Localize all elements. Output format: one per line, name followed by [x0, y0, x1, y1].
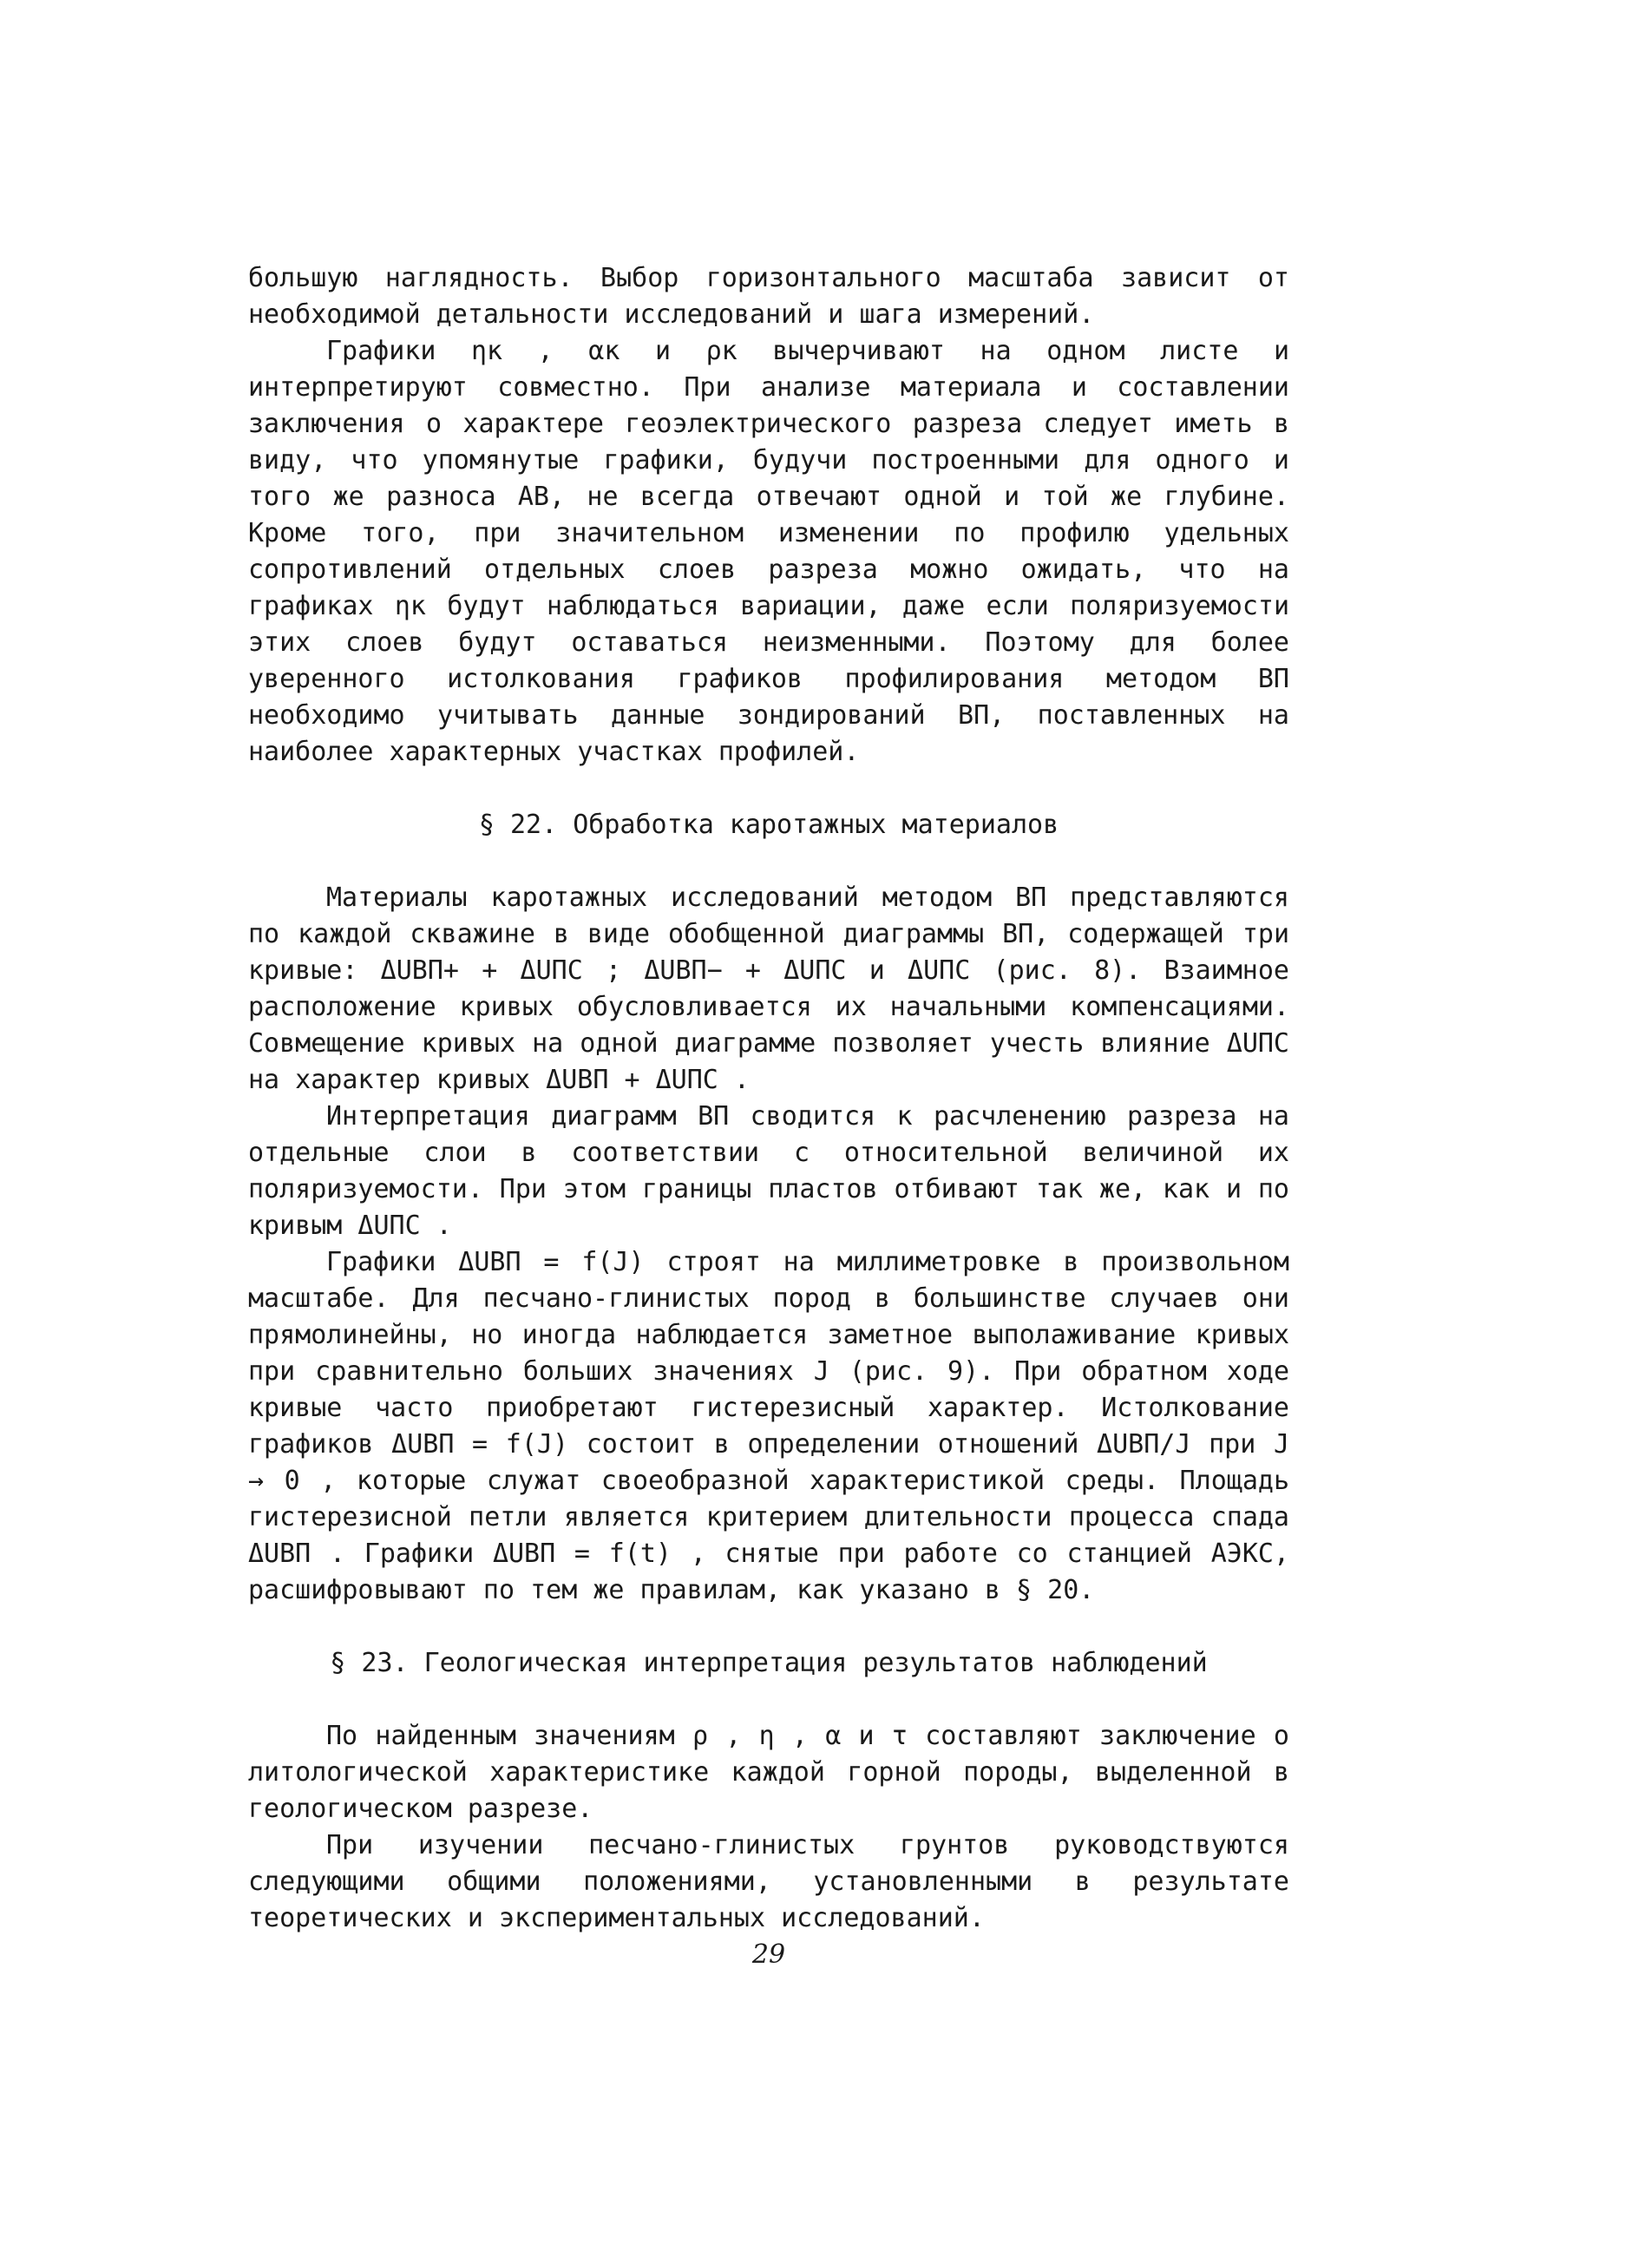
paragraph-7: При изучении песчано-глинистых грунтов руководствуются следующими общими положениями, установленными в результате теоретических и экспериментальных исследований.	[248, 1830, 1289, 1933]
paragraph-6: По найденным значениям ρ , η , α и τ составляют заключение о литологической характеристике каждой горной породы, выделенной в геологическом разрезе.	[248, 1721, 1289, 1824]
paragraph-5: Графики ΔUВП = f(J) строят на миллиметровке в произвольном масштабе. Для песчано-глинистых пород в большинстве случаев они прямолинейны, но иногда наблюдается заметное выполаживание кривых при сравнительно больших значениях J (рис. 9). При обратном ходе кривые часто приобретают гистерезисный характер. Истолкование графиков ΔUВП = f(J) состоит в определении отношений ΔUВП/J при J → 0 , которые служат своеобразной характеристикой среды. Площадь гистерезисной петли является критерием длительности процесса спада ΔUВП . Графики ΔUВП = f(t) , снятые при работе со станцией АЭКС, расшифровывают по тем же правилам, как указано в § 20.	[248, 1247, 1289, 1605]
section-23-heading: § 23. Геологическая интерпретация результатов наблюдений	[330, 1648, 1208, 1678]
page-number: 29	[751, 1939, 786, 1970]
paragraph-2: Графики ηк , αк и ρк вычерчивают на одном листе и интерпретируют совместно. При анализе материала и составлении заключения о характере геоэлектрического разреза следует иметь в виду, что упомянутые графики, будучи построенными для одного и того же разноса АВ, не всегда отвечают одной и той же глубине. Кроме того, при значительном изменении по профилю удельных сопротивлений отдельных слоев разреза можно ожидать, что на графиках ηк будут наблюдаться вариации, даже если поляризуемости этих слоев будут оставаться неизменными. Поэтому для более уверенного истолкования графиков профилирования методом ВП необходимо учитывать данные зондирований ВП, поставленных на наиболее характерных участках профилей.	[248, 336, 1289, 767]
page-body	[248, 260, 1289, 1973]
paragraph-4: Интерпретация диаграмм ВП сводится к расчленению разреза на отдельные слои в соответствии с относительной величиной их поляризуемости. При этом границы пластов отбивают так же, как и по кривым ΔUПС .	[248, 1101, 1289, 1241]
paragraph-1: большую наглядность. Выбор горизонтального масштаба зависит от необходимой детальности исследований и шага измерений.	[248, 263, 1289, 330]
paragraph-3: Материалы каротажных исследований методом ВП представляются по каждой скважине в виде обобщенной диаграммы ВП, содержащей три кривые: ΔUВП+ + ΔUПС ; ΔUВП− + ΔUПС и ΔUПС (рис. 8). Взаимное расположение кривых обусловливается их начальными компенсациями. Совмещение кривых на одной диаграмме позволяет учесть влияние ΔUПС на характер кривых ΔUВП + ΔUПС .	[248, 883, 1289, 1095]
section-22-heading: § 22. Обработка каротажных материалов	[478, 810, 1059, 840]
